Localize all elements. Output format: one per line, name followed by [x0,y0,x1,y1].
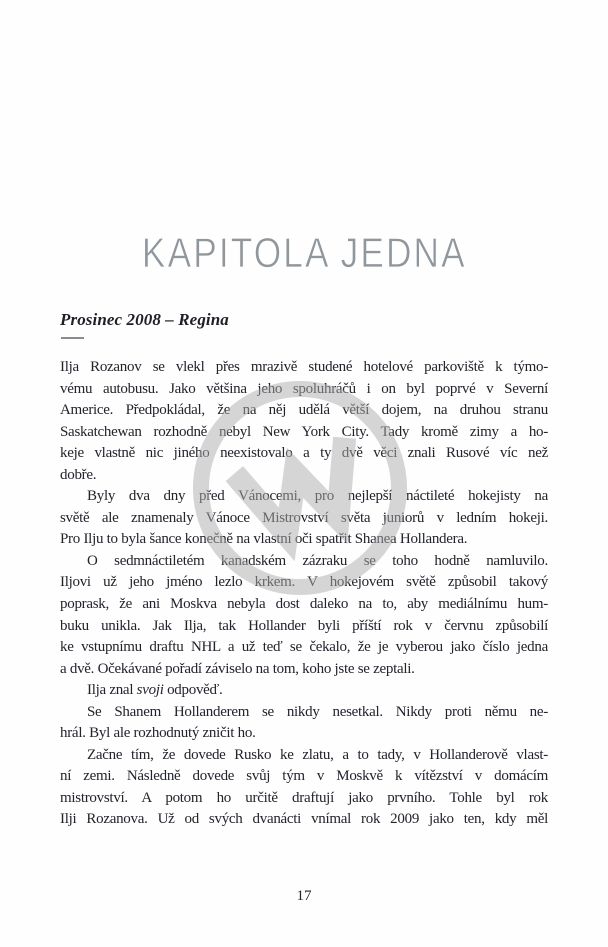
chapter-subtitle: Prosinec 2008 – Regina [60,310,229,329]
body-line: Ilja Rozanov se vlekl přes mrazivě studené hotelové parkoviště k týmo- [60,359,548,375]
body-line: Byly dva dny před Vánocemi, pro nejlepší náctileté hokejisty na [87,488,548,505]
body-line: Ilji Rozanova. Už od svých dvanácti vnímal rok 2009 jako ten, kdy měl [60,811,548,828]
body-line: ní zemi. Následně dovede svůj tým v Moskvě k vítězství v domácím [60,768,548,785]
body-line: dobře. [60,466,97,483]
paragraph [60,702,548,745]
body-line: vému autobusu. Jako většina jeho spoluhráčů i on byl poprvé v Severní [60,380,548,397]
body-line: ke vstupnímu draftu NHL a už teď se čekalo, že je vyberou jako číslo jedna [60,639,548,656]
body-text [60,357,548,831]
paragraph [60,745,548,831]
body-line: Saskatchewan rozhodně nebyl New York City. Tady kromě zimy a ho- [60,423,548,440]
body-line: Ilja znal svoji odpověď. [87,682,223,699]
paragraph [60,357,548,486]
paragraph [60,680,548,702]
body-line: Pro Ilju to byla šance konečně na vlastní oči spatřit Shanea Hollandera. [60,531,468,548]
chapter-heading [0,229,608,277]
body-line: Se Shanem Hollanderem se nikdy nesetkal. Nikdy proti němu ne- [87,703,548,720]
body-line: buku unikla. Jak Ilja, tak Hollander byli příští rok v červnu způsobilí [60,617,548,634]
body-line: Americe. Předpokládal, že na něj udělá větší dojem, na druhou stranu [60,402,548,419]
paragraph [60,486,548,551]
body-line: Začne tím, že dovede Rusko ke zlatu, a to tady, v Hollanderově vlast- [87,746,548,763]
body-line: hrál. Byl ale rozhodnutý zničit ho. [60,725,256,742]
paragraph [60,551,548,680]
body-line: mistrovství. A potom ho určitě draftují jako prvního. Tohle byl rok [60,789,548,806]
body-line: světě ale znamenaly Vánoce Mistrovství světa juniorů v ledním hokeji. [60,509,548,526]
chapter-heading-text: KAPITOLA JEDNA [141,229,467,277]
body-line: Iljovi už jeho jméno lezlo krkem. V hokejovém světě způsobil takový [60,574,548,591]
body-line: a dvě. Očekávané pořadí záviselo na tom, koho jste se zeptali. [60,660,415,677]
subtitle-rule [61,337,84,339]
page-number: 17 [296,888,312,904]
body-line: O sedmnáctiletém kanadském zázraku se toho hodně namluvilo. [87,552,548,569]
body-line: poprask, že ani Moskva nebyla dost daleko na to, aby mediálnímu hum- [60,596,548,613]
body-line: keje vlastně nic jiného neexistovalo a ty dvě věci znali Rusové víc než [60,445,548,462]
